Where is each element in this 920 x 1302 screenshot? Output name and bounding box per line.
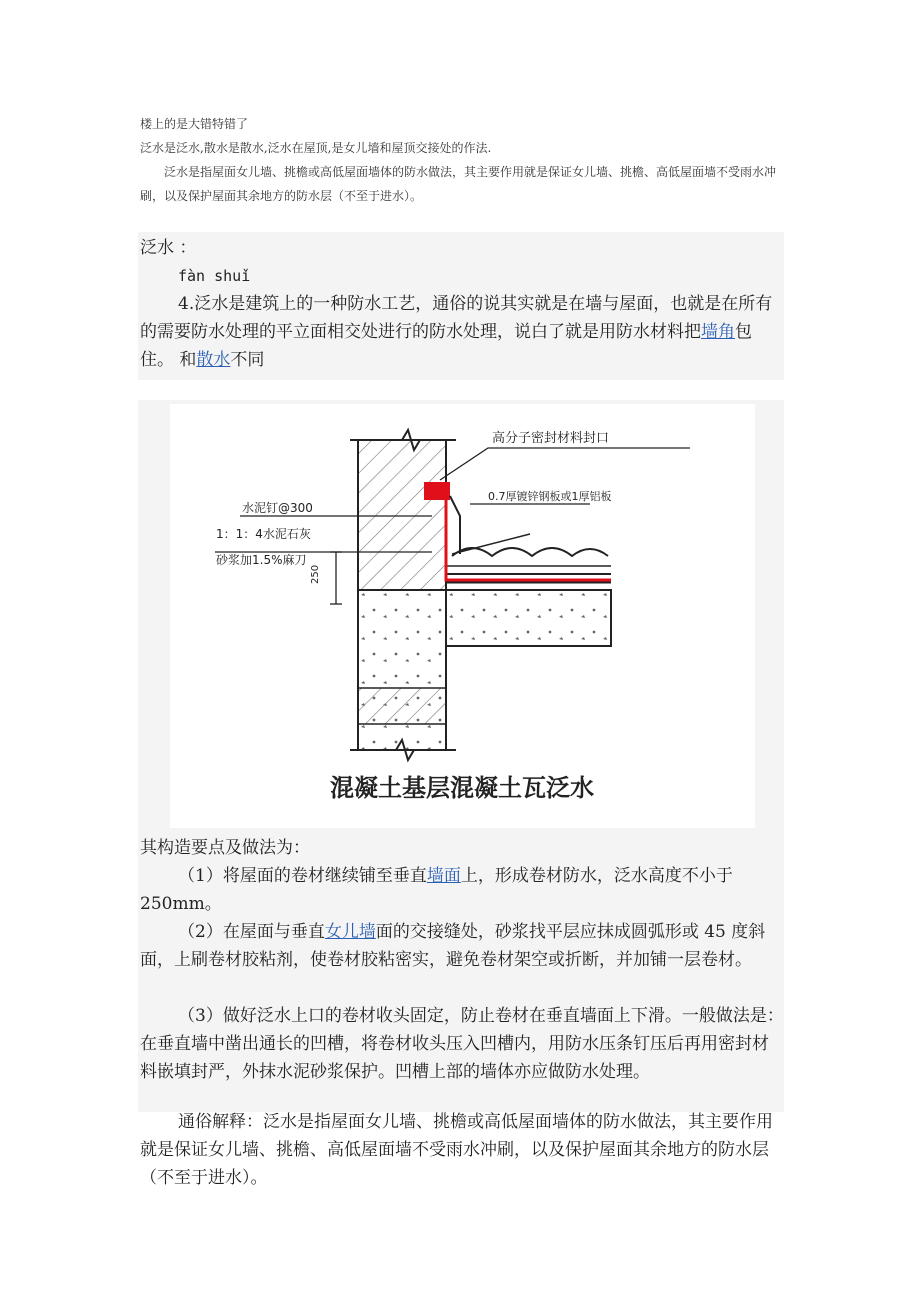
roof-tiles: [452, 548, 608, 556]
label-seal: 高分子密封材料封口: [492, 431, 610, 446]
link-wall-surface[interactable]: 墙面: [426, 866, 461, 886]
point-2-text: （2）在屋面与垂直: [178, 922, 325, 942]
flashing-detail-figure: [170, 404, 755, 828]
beam: [358, 688, 446, 724]
intro-line-2: 泛水是泛水,散水是散水,泛水在屋顶,是女儿墙和屋顶交接处的作法.: [140, 141, 492, 155]
label-mortar-2: 砂浆加1.5%麻刀: [216, 553, 307, 567]
term-definition: [140, 290, 784, 374]
label-sheet: 0.7厚镀锌钢板或1厚铝板: [488, 490, 612, 503]
definition-text-end: 不同: [230, 350, 265, 370]
definition-text: 4.泛水是建筑上的一种防水工艺，通俗的说其实就是在墙与屋面，也就是在所有的需要防水处理的平立面相交处进行的防水处理，说白了就是用防水材料把: [140, 294, 773, 342]
label-nail: 水泥钉@300: [242, 501, 313, 515]
link-wall-corner[interactable]: 墙角: [701, 322, 735, 342]
tile-slope: [452, 534, 530, 554]
parapet-wall: [358, 440, 446, 590]
construction-intro: 其构造要点及做法为：: [140, 838, 310, 858]
point-1-text-end: 上，形成卷材防水，泛水高度不小于 250mm。: [140, 866, 733, 914]
concrete-slab: [446, 590, 611, 646]
intro-paragraph: 泛水是指屋面女儿墙、挑檐或高低屋面墙体的防水做法，其主要作用就是保证女儿墙、挑檐、高低屋面墙不受雨水冲刷，以及保护屋面其余地方的防水层（不至于进水）。: [140, 165, 777, 203]
label-mortar-1: 1：1：4水泥石灰: [216, 527, 311, 541]
link-parapet[interactable]: 女儿墙: [324, 922, 376, 942]
plain-explanation: 通俗解释：泛水是指屋面女儿墙、挑檐或高低屋面墙体的防水做法，其主要作用就是保证女儿墙、挑檐、高低屋面墙不受雨水冲刷，以及保护屋面其余地方的防水层（不至于进水）。: [140, 1112, 773, 1188]
intro-line-1: 楼上的是大错特错了: [140, 117, 249, 131]
link-apron[interactable]: 散水: [196, 350, 231, 370]
construction-point-1: [140, 862, 784, 918]
term-pinyin: fàn shuǐ: [178, 267, 251, 285]
term-heading: 泛水 ：: [140, 238, 197, 258]
construction-point-2: [140, 918, 784, 974]
point-1-text: （1）将屋面的卷材继续铺至垂直: [178, 866, 427, 886]
point-2-text-end: 面的交接缝处，砂浆找平层应抹成圆弧形或 45 度斜面，上刷卷材胶粘剂，使卷材胶粘密实，避免卷材架空或折断，并加铺一层卷材。: [140, 922, 766, 970]
metal-sheet: [450, 496, 460, 554]
label-dimension: 250: [310, 564, 321, 584]
definition-text-mid: 包住。 和: [140, 322, 752, 370]
wall-lower: [358, 590, 446, 750]
leader-seal: [440, 448, 690, 480]
flashing-detail-drawing: [170, 404, 755, 828]
construction-point-3: （3）做好泛水上口的卷材收头固定，防止卷材在垂直墙面上下滑。一般做法是：在垂直墙中凿出通长的凹槽，将卷材收头压入凹槽内，用防水压条钉压后再用密封材料嵌填封严，外抹水泥砂浆保护。凹槽上部的墙体亦应做防水处理。: [140, 1006, 784, 1082]
sealant-block: [424, 482, 450, 500]
figure-caption: 混凝土基层混凝土瓦泛水: [330, 774, 594, 802]
